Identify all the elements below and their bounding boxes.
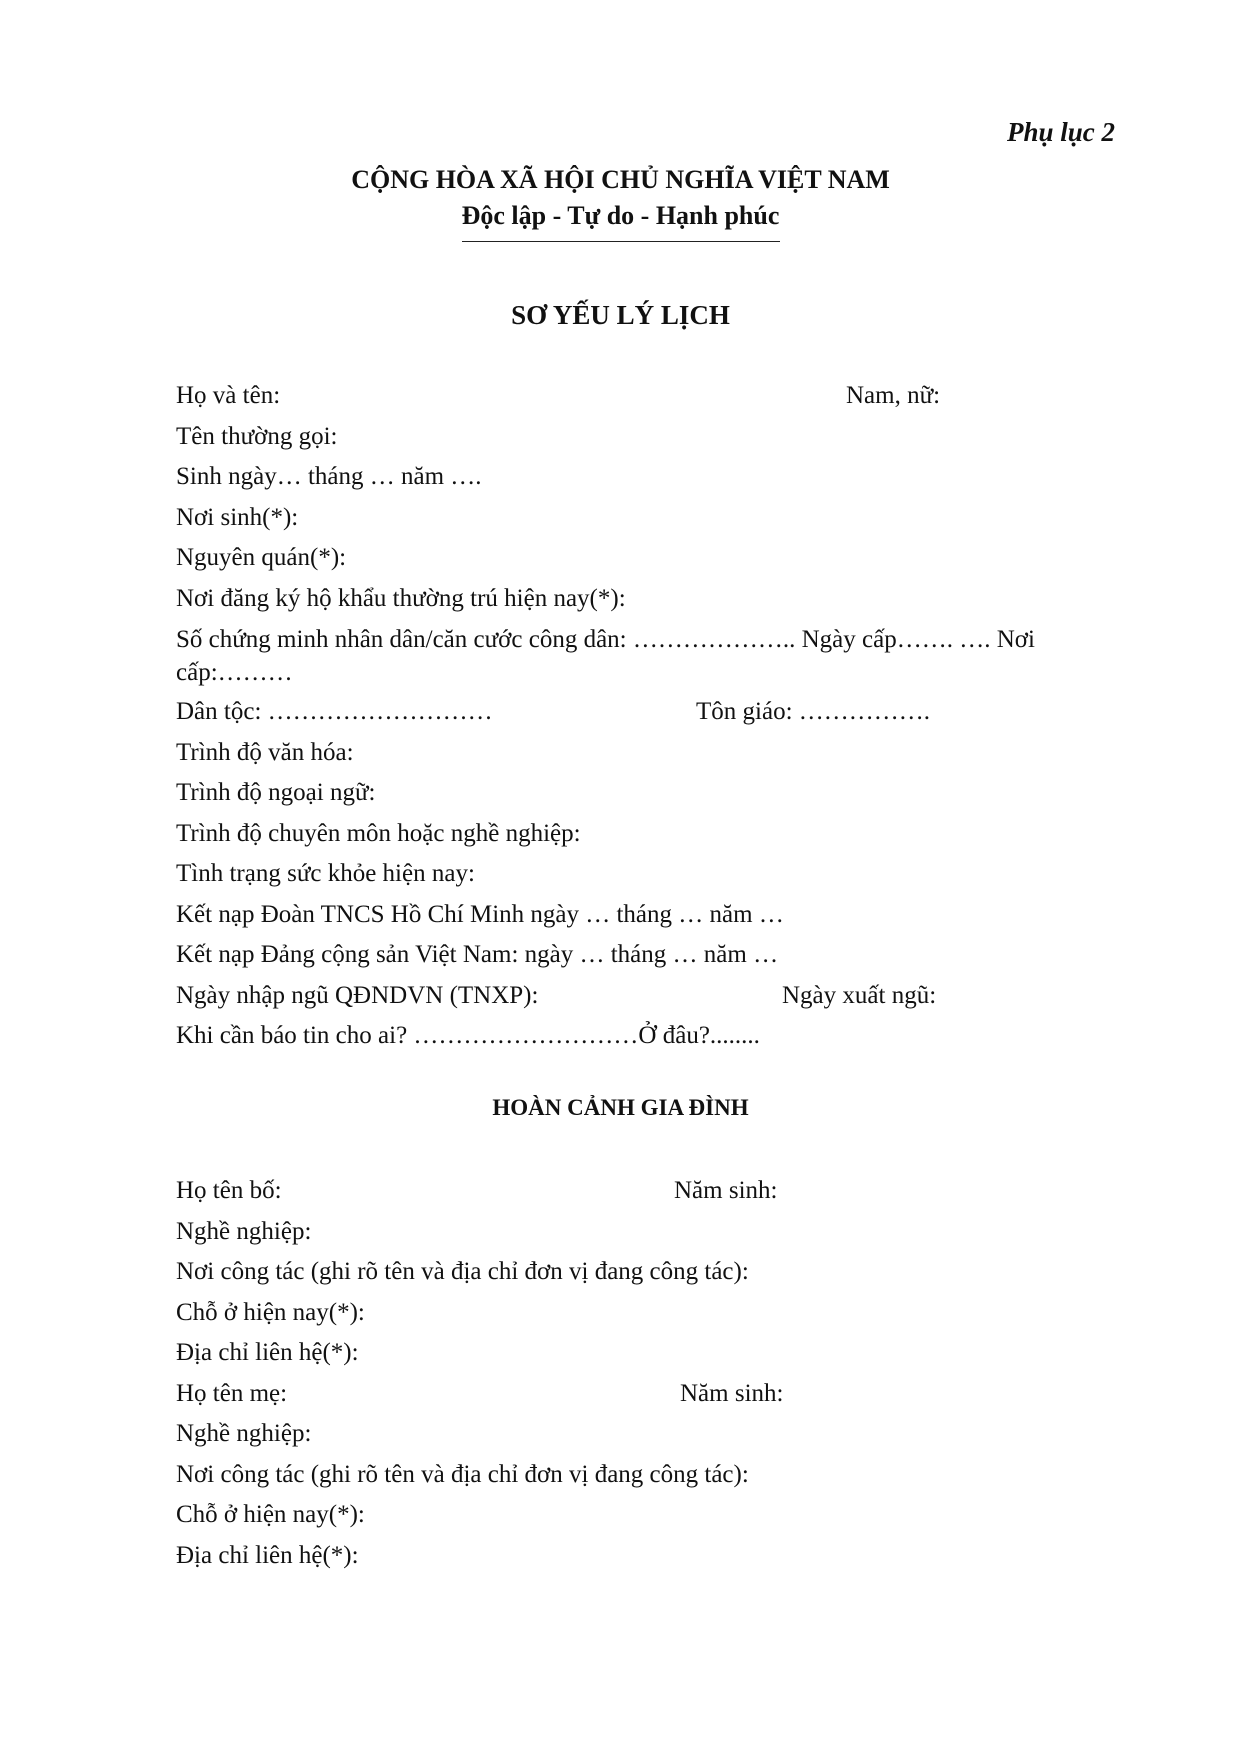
religion-label: Tôn giáo: ……………. bbox=[696, 698, 931, 725]
field-mother-workplace: Nơi công tác (ghi rõ tên và địa chỉ đơn vị đang công tác): bbox=[176, 1460, 749, 1488]
field-birthplace: Nơi sinh(*): bbox=[176, 503, 299, 531]
discharge-label: Ngày xuất ngũ: bbox=[782, 981, 937, 1009]
header-underline bbox=[462, 241, 780, 242]
full-name-label: Họ và tên: bbox=[176, 382, 281, 409]
mother-birth-year-label: Năm sinh: bbox=[680, 1379, 784, 1407]
field-health: Tình trạng sức khỏe hiện nay: bbox=[176, 860, 475, 887]
field-language: Trình độ ngoại ngữ: bbox=[176, 779, 376, 806]
appendix-label: Phụ lục 2 bbox=[1006, 117, 1115, 147]
field-father-address: Địa chỉ liên hệ(*): bbox=[176, 1339, 359, 1366]
family-section-title: HOÀN CẢNH GIA ĐÌNH bbox=[492, 1095, 749, 1120]
field-father-name bbox=[176, 1171, 1118, 1212]
field-mother-address: Địa chỉ liên hệ(*): bbox=[176, 1541, 359, 1569]
field-father-job: Nghề nghiệp: bbox=[176, 1217, 312, 1245]
personal-info-section bbox=[176, 376, 1118, 1057]
document-title: SƠ YẾU LÝ LỊCH bbox=[511, 300, 730, 330]
field-residence: Nơi đăng ký hộ khẩu thường trú hiện nay(*): bbox=[176, 584, 626, 612]
field-mother-job: Nghề nghiệp: bbox=[176, 1420, 312, 1447]
field-education: Trình độ văn hóa: bbox=[176, 738, 354, 766]
field-youth-union: Kết nạp Đoàn TNCS Hồ Chí Minh ngày … tháng … năm … bbox=[176, 900, 784, 928]
field-id-card: Số chứng minh nhân dân/căn cước công dân: ……………….. Ngày cấp……. …. Nơi cấp:……… bbox=[176, 626, 1035, 686]
field-father-residence: Chỗ ở hiện nay(*): bbox=[176, 1298, 365, 1326]
field-full-name bbox=[176, 376, 1118, 417]
field-dob: Sinh ngày… tháng … năm …. bbox=[176, 463, 482, 490]
field-hometown: Nguyên quán(*): bbox=[176, 544, 347, 571]
family-info-section bbox=[176, 1171, 1118, 1576]
father-birth-year-label: Năm sinh: bbox=[674, 1177, 778, 1204]
field-mother-name bbox=[176, 1374, 1118, 1415]
father-name-label: Họ tên bố: bbox=[176, 1177, 282, 1204]
mother-name-label: Họ tên mẹ: bbox=[176, 1379, 288, 1407]
ethnicity-label: Dân tộc: ……………………… bbox=[176, 698, 493, 725]
field-ethnicity-religion bbox=[176, 692, 1118, 733]
nation-name: CỘNG HÒA XÃ HỘI CHỦ NGHĨA VIỆT NAM bbox=[351, 165, 890, 194]
national-motto: Độc lập - Tự do - Hạnh phúc bbox=[461, 201, 780, 230]
national-header bbox=[0, 162, 1241, 242]
field-party: Kết nạp Đảng cộng sản Việt Nam: ngày … tháng … năm … bbox=[176, 941, 779, 968]
field-father-workplace: Nơi công tác (ghi rõ tên và địa chỉ đơn vị đang công tác): bbox=[176, 1258, 749, 1285]
field-emergency-contact: Khi cần báo tin cho ai? ………………………Ở đâu?........ bbox=[176, 1022, 760, 1049]
gender-label: Nam, nữ: bbox=[846, 382, 941, 409]
field-profession: Trình độ chuyên môn hoặc nghề nghiệp: bbox=[176, 819, 581, 847]
enlist-label: Ngày nhập ngũ QĐNDVN (TNXP): bbox=[176, 981, 539, 1009]
field-common-name: Tên thường gọi: bbox=[176, 422, 338, 450]
field-mother-residence: Chỗ ở hiện nay(*): bbox=[176, 1501, 365, 1528]
field-military bbox=[176, 976, 1118, 1017]
